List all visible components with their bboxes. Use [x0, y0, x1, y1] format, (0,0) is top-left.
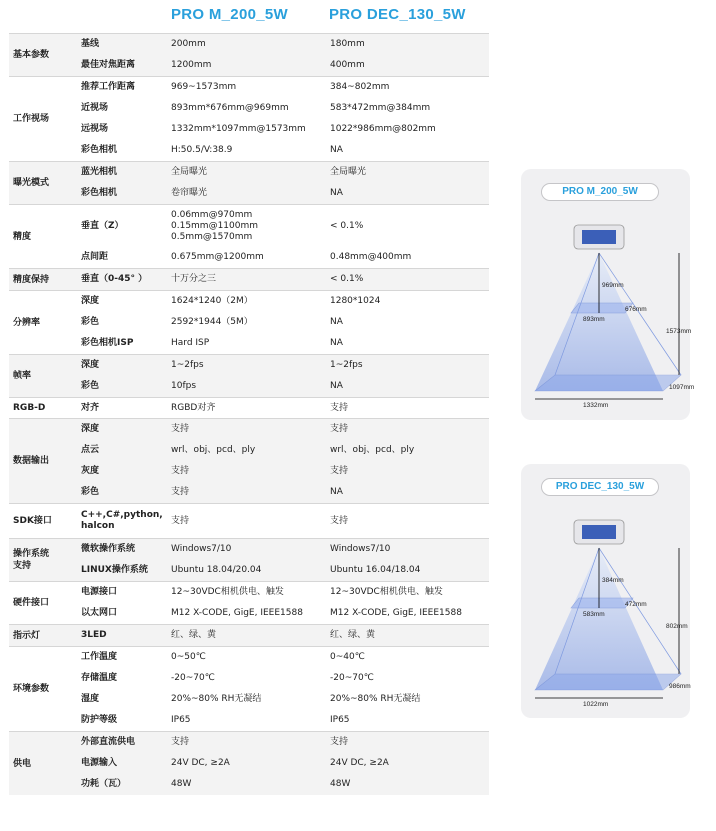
diagram-card-1 — [521, 169, 695, 420]
spec-row — [81, 312, 489, 333]
near-depth-label: 472mm — [625, 601, 647, 608]
value-col1: 893mm*676mm@969mm — [171, 103, 289, 113]
value-col2: 180mm — [330, 39, 365, 49]
value-col1: 200mm — [171, 39, 206, 49]
near-plane — [571, 598, 633, 608]
spec-param: 垂直（0-45° ） — [81, 274, 148, 284]
spec-row — [81, 77, 489, 98]
value-col2: < 0.1% — [330, 274, 364, 284]
spec-row — [81, 560, 489, 581]
spec-group — [9, 268, 489, 290]
spec-row — [81, 269, 489, 290]
value-col2: 583*472mm@384mm — [330, 103, 431, 113]
column-header-2: PRO DEC_130_5W — [329, 6, 466, 23]
spec-row — [81, 119, 489, 140]
value-col2: 0~40℃ — [330, 652, 365, 662]
value-col1: 0.675mm@1200mm — [171, 252, 264, 262]
spec-group — [9, 76, 489, 161]
camera-board — [582, 230, 616, 244]
spec-param: 存储温度 — [81, 673, 118, 683]
value-col1: RGBD对齐 — [171, 402, 216, 413]
value-col1: M12 X-CODE, GigE, IEEE1588 — [171, 608, 303, 618]
value-col1: 969~1573mm — [171, 82, 237, 92]
value-col1: 红、绿、黄 — [171, 630, 217, 640]
spec-param: 功耗（瓦） — [81, 779, 127, 789]
spec-row — [81, 603, 489, 624]
value-col2: 支持 — [330, 424, 349, 434]
spec-group — [9, 204, 489, 268]
spec-row — [81, 668, 489, 689]
value-col1: 0~50℃ — [171, 652, 206, 662]
spec-group — [9, 503, 489, 538]
spec-row — [81, 504, 489, 538]
spec-group — [9, 418, 489, 503]
far-distance-label: 802mm — [666, 623, 688, 630]
spec-row — [81, 98, 489, 119]
near-width-label: 893mm — [583, 316, 605, 323]
value-col1: H:50.5/V:38.9 — [171, 145, 233, 155]
spec-row — [81, 247, 489, 268]
spec-param: 防护等级 — [81, 715, 118, 725]
value-col1: 10fps — [171, 381, 197, 391]
value-col1: 支持 — [171, 487, 190, 497]
spec-row — [81, 539, 489, 560]
near-distance-label: 384mm — [602, 577, 624, 584]
value-col2: 24V DC, ≥2A — [330, 758, 389, 768]
camera-board — [582, 525, 616, 539]
spec-row — [81, 582, 489, 603]
spec-param: 推荐工作距离 — [81, 82, 136, 92]
spec-param: 深度 — [81, 360, 100, 370]
far-depth-label: 986mm — [669, 683, 691, 690]
spec-row — [81, 774, 489, 795]
value-col1: 十万分之三 — [171, 274, 217, 284]
value-col1: 1332mm*1097mm@1573mm — [171, 124, 306, 134]
spec-param: 对齐 — [81, 402, 100, 413]
spec-param: 垂直（Z） — [81, 220, 124, 231]
spec-row — [81, 710, 489, 731]
value-col2: 384~802mm — [330, 82, 390, 92]
value-col1: 48W — [171, 779, 192, 789]
spec-param: 蓝光相机 — [81, 167, 118, 177]
group-label: 操作系统 支持 — [13, 549, 50, 571]
value-col1: 1624*1240（2M） — [171, 296, 253, 306]
spec-row — [81, 183, 489, 204]
value-col2: wrl、obj、pcd、ply — [330, 445, 415, 455]
value-col1: 20%~80% RH无凝结 — [171, 694, 262, 704]
group-label: 数据输出 — [13, 456, 50, 466]
spec-group — [9, 538, 489, 581]
spec-row — [81, 625, 489, 646]
spec-row — [81, 732, 489, 753]
value-col2: 20%~80% RH无凝结 — [330, 694, 421, 704]
diagram-title: PRO DEC_130_5W — [541, 478, 659, 496]
spec-param: 彩色 — [81, 381, 100, 391]
value-col2: 1022*986mm@802mm — [330, 124, 436, 134]
spec-row — [81, 647, 489, 668]
value-col1: 支持 — [171, 515, 190, 526]
spec-param: C++,C#,python, halcon — [81, 510, 163, 531]
value-col1: 卷帘曝光 — [171, 188, 208, 198]
value-col2: NA — [330, 188, 343, 198]
value-col2: Ubuntu 16.04/18.04 — [330, 565, 421, 575]
value-col2: 48W — [330, 779, 351, 789]
value-col2: Windows7/10 — [330, 544, 391, 554]
spec-param: 彩色 — [81, 317, 100, 327]
spec-param: 点间距 — [81, 252, 109, 262]
spec-group — [9, 290, 489, 354]
value-col2: 支持 — [330, 515, 349, 526]
value-col2: < 0.1% — [330, 220, 364, 231]
spec-param: 彩色相机 — [81, 188, 118, 198]
group-label: 精度保持 — [13, 274, 50, 285]
value-col1: 支持 — [171, 424, 190, 434]
group-label: 硬件接口 — [13, 598, 50, 608]
spec-group — [9, 581, 489, 624]
spec-param: 工作温度 — [81, 652, 118, 662]
group-label: 基本参数 — [13, 50, 50, 60]
spec-param: 近视场 — [81, 103, 109, 113]
value-col2: 12~30VDC相机供电、触发 — [330, 587, 443, 597]
spec-param: LINUX操作系统 — [81, 565, 148, 575]
spec-param: 最佳对焦距离 — [81, 60, 136, 70]
field-of-view-diagram — [521, 464, 690, 718]
spec-param: 点云 — [81, 445, 100, 455]
value-col1: Hard ISP — [171, 338, 210, 348]
spec-param: 电源接口 — [81, 587, 118, 597]
value-col1: 24V DC, ≥2A — [171, 758, 230, 768]
column-header-1: PRO M_200_5W — [171, 6, 288, 23]
value-col1: 12~30VDC相机供电、触发 — [171, 587, 284, 597]
spec-group — [9, 624, 489, 646]
value-col2: 支持 — [330, 466, 349, 476]
spec-param: 外部直流供电 — [81, 737, 136, 747]
value-col2: NA — [330, 381, 343, 391]
spec-row — [81, 162, 489, 183]
spec-param: 湿度 — [81, 694, 100, 704]
spec-param: 彩色相机ISP — [81, 338, 134, 348]
value-col1: IP65 — [171, 715, 191, 725]
value-col2: -20~70℃ — [330, 673, 374, 683]
spec-row — [81, 355, 489, 376]
value-col2: NA — [330, 145, 343, 155]
spec-param: 彩色相机 — [81, 145, 118, 155]
spec-row — [81, 376, 489, 397]
group-label: 工作视场 — [13, 114, 50, 124]
spec-row — [81, 34, 489, 55]
spec-param: 彩色 — [81, 487, 100, 497]
group-label: 供电 — [13, 758, 32, 769]
spec-param: 以太网口 — [81, 608, 118, 618]
value-col1: 支持 — [171, 466, 190, 476]
spec-group — [9, 33, 489, 76]
far-width-label: 1332mm — [583, 402, 609, 409]
value-col1: Ubuntu 18.04/20.04 — [171, 565, 262, 575]
value-col2: 400mm — [330, 60, 365, 70]
far-distance-label: 1573mm — [666, 328, 692, 335]
diagram-card-2 — [521, 464, 690, 718]
near-depth-label: 676mm — [625, 306, 647, 313]
field-of-view-diagram — [521, 169, 695, 420]
group-label: 环境参数 — [13, 684, 50, 694]
value-col2: 1280*1024 — [330, 296, 381, 306]
value-col1: 支持 — [171, 737, 190, 747]
spec-row — [81, 689, 489, 710]
value-col1: wrl、obj、pcd、ply — [171, 445, 256, 455]
spec-row — [81, 291, 489, 312]
value-col2: M12 X-CODE, GigE, IEEE1588 — [330, 608, 462, 618]
spec-table — [9, 33, 489, 795]
value-col1: Windows7/10 — [171, 544, 232, 554]
far-depth-label: 1097mm — [669, 384, 695, 391]
group-label: RGB-D — [13, 403, 46, 413]
value-col2: NA — [330, 338, 343, 348]
spec-row — [81, 440, 489, 461]
value-col2: 全局曝光 — [330, 167, 367, 177]
near-distance-label: 969mm — [602, 282, 624, 289]
value-col2: NA — [330, 487, 343, 497]
spec-param: 灰度 — [81, 466, 100, 476]
spec-row — [81, 333, 489, 354]
group-label: 分辨率 — [13, 317, 41, 328]
group-label: SDK接口 — [13, 516, 52, 526]
value-col2: 红、绿、黄 — [330, 630, 376, 640]
diagram-title: PRO M_200_5W — [541, 183, 659, 201]
group-label: 精度 — [13, 231, 32, 242]
spec-group — [9, 731, 489, 795]
spec-row — [81, 398, 489, 418]
spec-row — [81, 753, 489, 774]
far-plane — [535, 674, 681, 690]
spec-row — [81, 205, 489, 247]
value-col2: NA — [330, 317, 343, 327]
value-col1: 0.06mm@970mm 0.15mm@1100mm 0.5mm@1570mm — [171, 209, 259, 242]
value-col1: 全局曝光 — [171, 167, 208, 177]
spec-param: 远视场 — [81, 124, 109, 134]
spec-param: 3LED — [81, 630, 107, 640]
value-col2: 0.48mm@400mm — [330, 252, 412, 262]
group-label: 帧率 — [13, 371, 32, 381]
spec-group — [9, 646, 489, 731]
value-col1: 1~2fps — [171, 360, 204, 370]
spec-row — [81, 55, 489, 76]
value-col2: IP65 — [330, 715, 350, 725]
value-col2: 支持 — [330, 402, 349, 413]
value-col1: 1200mm — [171, 60, 212, 70]
spec-param: 深度 — [81, 424, 100, 434]
near-width-label: 583mm — [583, 611, 605, 618]
spec-param: 基线 — [81, 39, 100, 49]
spec-row — [81, 419, 489, 440]
spec-row — [81, 461, 489, 482]
spec-param: 深度 — [81, 296, 100, 306]
value-col2: 支持 — [330, 737, 349, 747]
value-col2: 1~2fps — [330, 360, 363, 370]
spec-param: 电源输入 — [81, 758, 118, 768]
spec-param: 微软操作系统 — [81, 544, 136, 554]
spec-group — [9, 354, 489, 397]
value-col1: 2592*1944（5M） — [171, 317, 253, 327]
group-label: 指示灯 — [13, 630, 41, 641]
spec-group — [9, 161, 489, 204]
value-col1: -20~70℃ — [171, 673, 215, 683]
spec-row — [81, 140, 489, 161]
group-label: 曝光模式 — [13, 178, 50, 188]
far-width-label: 1022mm — [583, 701, 609, 708]
spec-group — [9, 397, 489, 418]
spec-row — [81, 482, 489, 503]
far-plane — [535, 375, 681, 391]
